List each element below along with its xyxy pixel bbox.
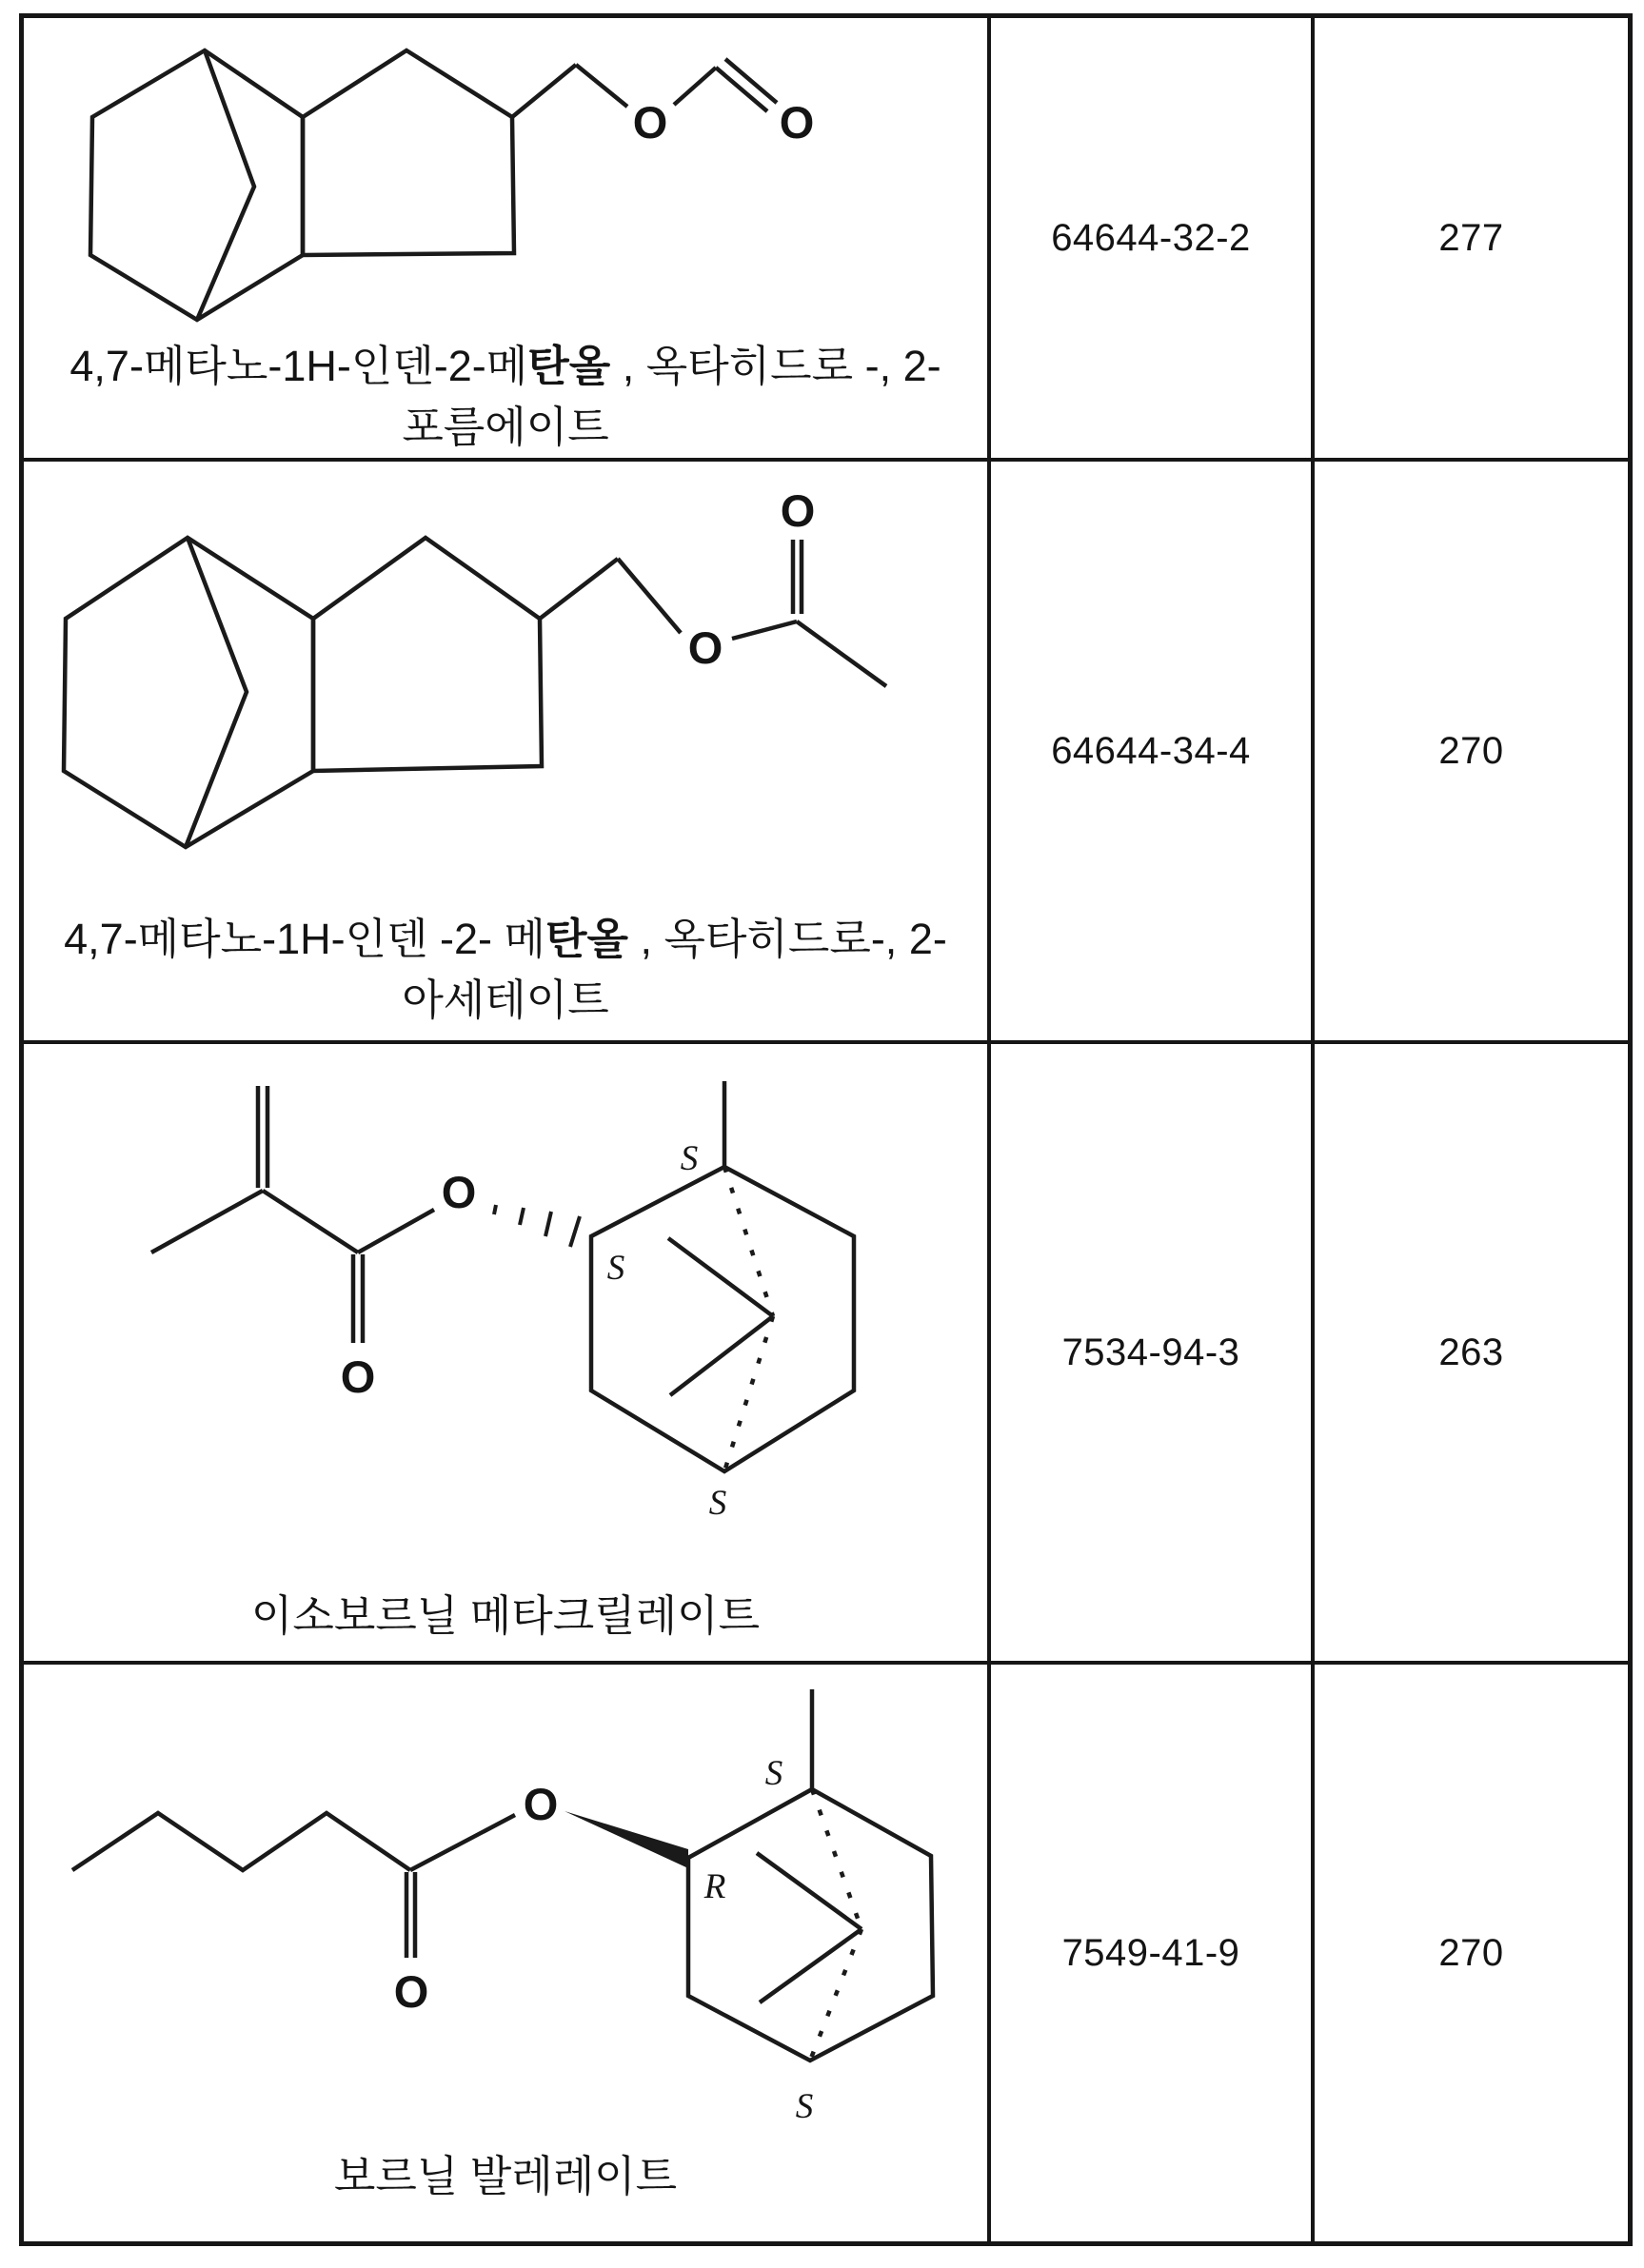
ester-oxygen-label: O	[441, 1167, 477, 1217]
name-text: , 옥타히드로 -, 2-	[610, 342, 941, 390]
structure-octahydro-methanoindene-methanol-formate	[43, 31, 814, 336]
carbonyl-oxygen-label: O	[780, 485, 816, 536]
row2-structure-cell	[24, 462, 991, 1044]
hashed-stereo-bond	[494, 1205, 580, 1247]
bond	[263, 1191, 358, 1252]
stereo-label-top: S	[764, 1754, 783, 1793]
name-text: , 옥타히드로-, 2-	[627, 915, 947, 963]
name-text-bold: 탄올	[545, 915, 628, 963]
chemical-compound-table	[19, 13, 1633, 2246]
methano-bridge-bond	[197, 50, 254, 320]
hash-tick	[520, 1208, 524, 1225]
gem-dimethyl-bond	[670, 1316, 773, 1395]
cyclopentane-ring	[313, 538, 542, 771]
row4-cas-cell: 7549-41-9	[991, 1665, 1315, 2241]
ester-oxygen-label: O	[632, 97, 668, 148]
row2-value-cell: 270	[1315, 462, 1628, 1044]
compound-name	[24, 909, 987, 1031]
name-text: 4,7-메타노-1H-인덴-2-메	[69, 342, 528, 390]
row1-structure-cell	[24, 18, 991, 462]
bond	[410, 1815, 515, 1870]
bornane-six-ring	[688, 1789, 933, 2061]
bond	[540, 559, 618, 619]
norbornane-ring	[64, 538, 313, 847]
hash-tick	[545, 1212, 551, 1236]
hash-tick	[570, 1216, 580, 1247]
stereo-label-side: S	[606, 1249, 625, 1288]
methyl-bond	[151, 1191, 263, 1252]
bond	[618, 559, 681, 633]
compound-name: 보르닐 발레레이트	[333, 2152, 678, 2200]
solid-wedge-stereo-bond	[565, 1811, 688, 1868]
methyl-bond	[797, 621, 886, 686]
valerate-chain-bonds	[72, 1813, 410, 1870]
compound-name-line1	[24, 909, 987, 970]
gem-dimethyl-bond	[760, 1929, 862, 2002]
stereo-label-bottom: S	[795, 2087, 814, 2120]
gem-dimethyl-bond	[757, 1853, 862, 1929]
bridge-bond-dashed	[812, 1789, 862, 1929]
norbornane-ring	[90, 50, 303, 320]
compound-name	[24, 336, 987, 458]
ester-oxygen-label: O	[687, 622, 723, 673]
bond	[512, 65, 576, 117]
carbonyl-oxygen-label: O	[393, 1966, 429, 2017]
row4-structure-cell	[24, 1665, 991, 2241]
stereo-label-bottom: S	[708, 1484, 727, 1523]
structure-bornyl-valerate	[60, 1672, 936, 2120]
bond	[674, 68, 716, 105]
row3-structure-cell	[24, 1044, 991, 1665]
hash-tick	[494, 1205, 496, 1214]
bond	[732, 621, 797, 639]
stereo-label-top: S	[680, 1139, 699, 1178]
row2-cas-cell: 64644-34-4	[991, 462, 1315, 1044]
structure-octahydro-methanoindene-methanol-acetate	[45, 481, 921, 909]
gem-dimethyl-bond	[668, 1238, 773, 1316]
row1-value-cell: 277	[1315, 18, 1628, 462]
carbonyl-oxygen-label: O	[779, 97, 814, 148]
row3-value-cell: 263	[1315, 1044, 1628, 1665]
carbonyl-oxygen-label: O	[340, 1351, 376, 1402]
bornane-six-ring	[591, 1167, 854, 1471]
row3-cas-cell: 7534-94-3	[991, 1044, 1315, 1665]
row4-value-cell: 270	[1315, 1665, 1628, 2241]
stereo-label-side: R	[703, 1867, 726, 1906]
structure-isobornyl-methacrylate	[94, 1057, 894, 1576]
compound-name-line1	[24, 336, 987, 397]
ester-oxygen-label: O	[523, 1779, 559, 1829]
name-text-bold: 탄올	[527, 342, 611, 390]
row1-cas-cell: 64644-32-2	[991, 18, 1315, 462]
cyclopentane-ring	[303, 50, 514, 255]
compound-name: 이소보르닐 메타크릴레이트	[250, 1591, 761, 1640]
compound-name-line2: 포름에이트	[402, 402, 609, 451]
methano-bridge-bond	[186, 538, 247, 847]
bond	[576, 65, 627, 107]
bond	[358, 1210, 434, 1252]
compound-name-line2: 아세테이트	[402, 975, 609, 1024]
name-text: 4,7-메타노-1H-인덴 -2- 메	[64, 915, 546, 963]
